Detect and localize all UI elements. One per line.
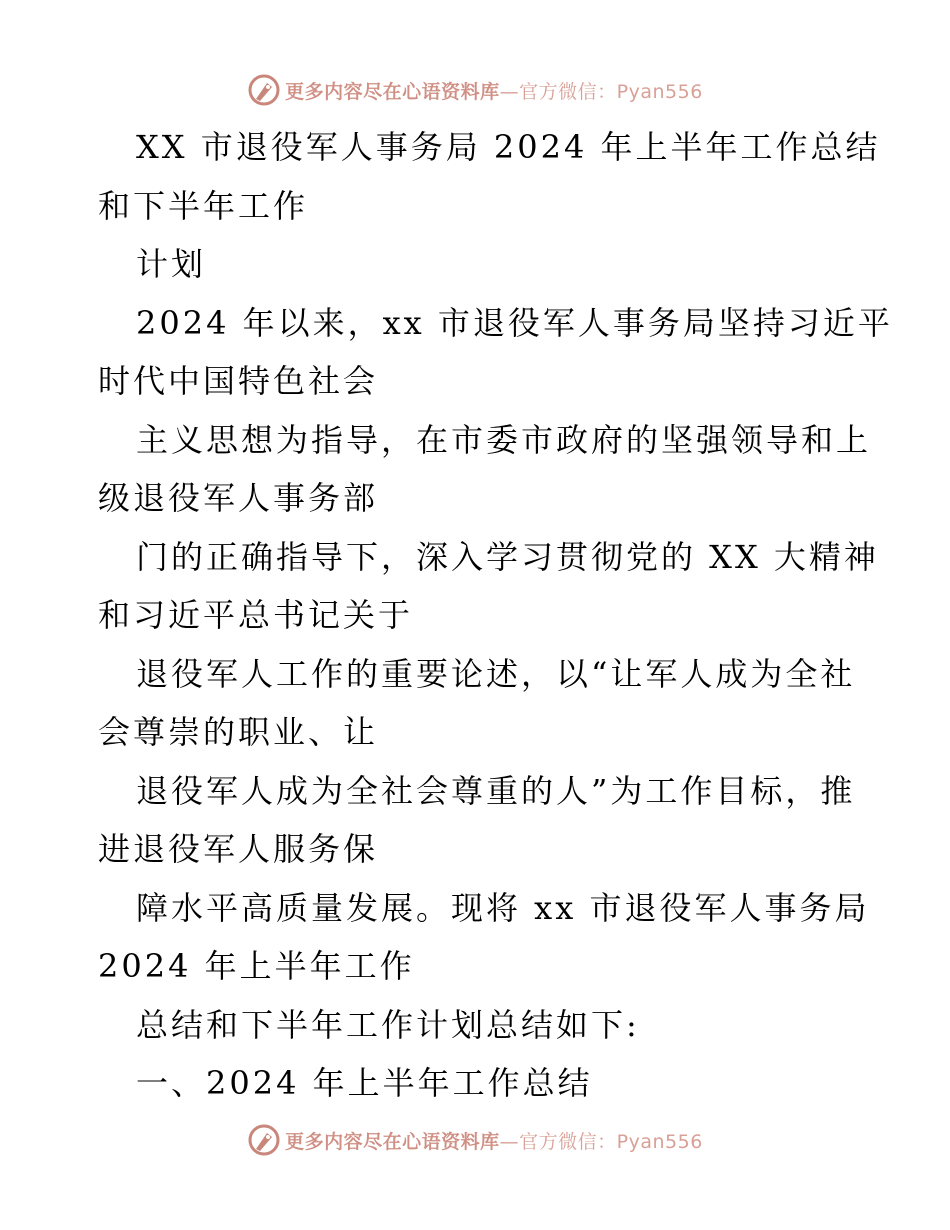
doc-line: 进退役军人服务保 [98, 830, 379, 868]
doc-line: 退役军人成为全社会尊重的人”为工作目标，推 [136, 771, 856, 810]
doc-line: 和下半年工作 [98, 186, 309, 225]
doc-line: XX 市退役军人事务局 2024 年上半年工作总结 [136, 128, 881, 166]
doc-line: 门的正确指导下，深入学习贯彻党的 XX 大精神 [136, 537, 879, 576]
pen-nib-logo-icon [247, 1123, 281, 1157]
doc-line: 一、2024 年上半年工作总结 [136, 1064, 593, 1102]
doc-line: 障水平高质量发展。现将 xx 市退役军人事务局 [136, 888, 870, 927]
doc-line: 时代中国特色社会 [98, 362, 379, 400]
pen-nib-logo-icon [247, 73, 281, 107]
doc-line: 级退役军人事务部 [98, 479, 379, 517]
doc-line: 2024 年以来，xx 市退役军人事务局坚持习近平 [136, 303, 893, 342]
doc-line: 总结和下半年工作计划总结如下: [136, 1005, 640, 1044]
doc-line: 计划 [136, 245, 207, 283]
watermark-text: 更多内容尽在心语资料库—官方微信：Pyan556 [285, 80, 703, 103]
doc-line: 2024 年上半年工作 [98, 947, 415, 985]
document-body [98, 118, 893, 1113]
doc-line: 会尊崇的职业、让 [98, 713, 379, 751]
watermark-text: 更多内容尽在心语资料库—官方微信：Pyan556 [285, 1130, 703, 1153]
doc-line: 和习近平总书记关于 [98, 596, 414, 634]
footer-watermark [0, 1120, 950, 1160]
doc-line: 退役军人工作的重要论述，以“让军人成为全社 [136, 654, 856, 693]
header-watermark [0, 70, 950, 110]
doc-line: 主义思想为指导，在市委市政府的坚强领导和上 [136, 420, 872, 459]
